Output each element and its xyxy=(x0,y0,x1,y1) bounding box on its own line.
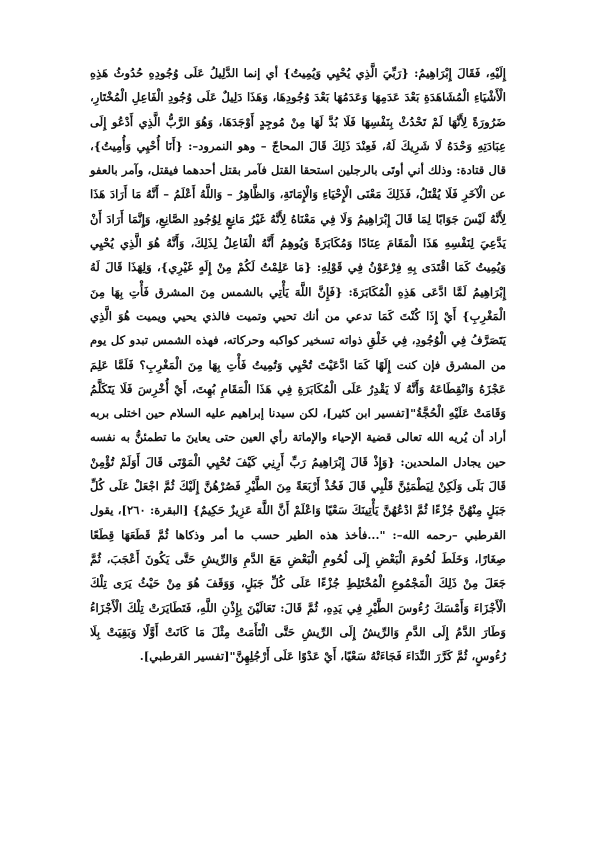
paragraph: إِلَيْهِ، فَقَالَ إِبْرَاهِيمُ: {رَبِّيَ الَّذِي يُحْيِي وَيُمِيتُ} أي إنما الدَّلِيلُ عَلَى وُجُودِهِ حُدُوثُ هَذِهِ الْأَشْيَاءِ الْمُشَاهَدَةِ بَعْدَ عَدَمِهَا وَعَدَمُهَا بَعْدَ وُجُودِهَا، وَهَذَا دَلِيلٌ عَلَى وُجُودِ الْفَاعِلِ الْمُخْتَارِ، ضَرُورَةً لِأَنَّهَا لَمْ تَحْدُثْ بِنَفْسِهَا فَلَا بُدَّ لَهَا مِنْ مُوجِدٍ أَوْجَدَهَا، وَهُوَ الرَّبُّ الَّذِي أَدْعُو إِلَى عِبَادَتِهِ وَحْدَهُ لَا شَرِيكَ لَهُ، فَعِنْدَ ذَلِكَ قَالَ المحاجّ – وهو النمرود–: {أَنَا أُحْيِي وَأُمِيتُ}، قال قتادة: وذلك أني أوتَى بالرجلين استحقا القتل فآمر بقتل أحدهما فيقتل، وآمر بالعفو عن الْآخَرِ فَلَا يُقْتَلُ، فَذَلِكَ مَعْنَى الْإِحْيَاءِ وَالْإِمَاتَةِ، وَالظَّاهِرُ – وَاللَّهُ أَعْلَمُ – أَنَّهُ مَا أَرَادَ هَذَا لِأَنَّهُ لَيْسَ جَوَابًا لِمَا قَالَ إِبْرَاهِيمُ وَلَا فِي مَعْنَاهُ لِأَنَّهُ غَيْرُ مَانِعٍ لِوُجُودِ الصَّانِعِ، وَإِنَّمَا أَرَادَ أَنْ يَدَّعِيَ لِنَفْسِهِ هَذَا الْمَقَامَ عِنَادًا وَمُكَابَرَةً وَيُوهِمُ أَنَّهُ الْفَاعِلُ لِذَلِكَ، وَأَنَّهُ هُوَ الَّذِي يُحْيِي وَيُمِيتُ كَمَا اقْتَدَى بِهِ فِرْعَوْنُ فِي قَوْلِهِ: {مَا عَلِمْتُ لَكُمْ مِنْ إِلَهٍ غَيْرِي}، وَلِهَذَا قَالَ لَهُ إِبْرَاهِيمُ لَمَّا ادَّعَى هَذِهِ الْمُكَابَرَةَ: {فَإِنَّ اللَّهَ يَأْتِي بالشمس مِنَ المشرق فَأْتِ بِهَا مِنَ الْمَغْرِبِ} أَيْ إِذَا كُنْتَ كَمَا تدعي من أنك تحيي وتميت فالذي يحيي ويميت هُوَ الَّذِي يَتَصَرَّفُ فِي الْوُجُودِ، فِي خَلْقِ ذواته تسخير كواكبه وحركاته، فهذه الشمس تبدو كل يوم من المشرق فإن كنت إِلَهًا كَمَا ادَّعَيْتَ تُحْيِي وَتُمِيتُ فَأْتِ بِهَا مِنَ الْمَغْرِبِ؟ فَلَمَّا عَلِمَ عَجْزَهُ وَانْقِطَاعَهُ وَأَنَّهُ لَا يَقْدِرُ عَلَى الْمُكَابَرَةِ فِي هَذَا الْمَقَامِ بُهِتَ، أَيْ أُخْرِسَ فَلَا يَتَكَلَّمُ وَقَامَتْ عَلَيْهِ الْحُجَّةُ"[تفسير ابن كثير]، لكن سيدنا إبراهيم عليه السلام حين اختلى بربه أراد أن يُريه الله تعالى قضية الإحياء والإماتة رأي العين حتى يعاينَ ما تطمئنُّ به نفسه حين يجادل الملحدين: {وَإِذْ قَالَ إِبْرَاهِيمُ رَبِّ أَرِنِي كَيْفَ تُحْيِي الْمَوْتَى قَالَ أَوَلَمْ تُؤْمِنْ قَالَ بَلَى وَلَكِنْ لِيَطْمَئِنَّ قَلْبِي قَالَ فَخُذْ أَرْبَعَةً مِنَ الطَّيْرِ فَصُرْهُنَّ إِلَيْكَ ثُمَّ اجْعَلْ عَلَى كُلِّ جَبَلٍ مِنْهُنَّ جُزْءًا ثُمَّ ادْعُهُنَّ يَأْتِينَكَ سَعْيًا وَاعْلَمْ أَنَّ اللَّهَ عَزِيزٌ حَكِيمٌ} [البقرة: ٢٦٠]، يقول القرطبي –رحمه الله–: "...فأخذ هذه الطير حسب ما أمر وذكاها ثُمَّ قَطَعَهَا قِطَعًا صِغَارًا، وَخَلَطَ لُحُومَ الْبَعْضِ إِلَى لُحُومِ الْبَعْضِ مَعَ الدَّمِ وَالرِّيشِ حَتَّى يَكُونَ أَعْجَبَ، ثُمَّ جَعَلَ مِنْ ذَلِكَ الْمَجْمُوعِ الْمُخْتَلِطِ جُزْءًا عَلَى كُلِّ جَبَلٍ، وَوَقَفَ هُوَ مِنْ حَيْثُ يَرَى تِلْكَ الْأَجْزَاءَ وَأَمْسَكَ رُءُوسَ الطَّيْرِ فِي يَدِهِ، ثُمَّ قَالَ: تَعَالَيْنَ بِإِذْنِ اللَّهِ، فَتَطَايَرَتْ تِلْكَ الْأَجْزَاءُ وَطَارَ الدَّمُ إِلَى الدَّمِ وَالرِّيشُ إِلَى الرِّيشِ حَتَّى الْتَأَمَتْ مِثْلَ مَا كَانَتْ أَوَّلًا وَبَقِيَتْ بِلَا رُءُوسٍ، ثُمَّ كَرَّرَ النِّدَاءَ فَجَاءَتْهُ سَعْيًا، أَيْ عَدْوًا عَلَى أَرْجُلِهِنَّ"[تفسير القرطبي]. xyxy=(90,66,506,664)
body-text xyxy=(90,61,506,668)
